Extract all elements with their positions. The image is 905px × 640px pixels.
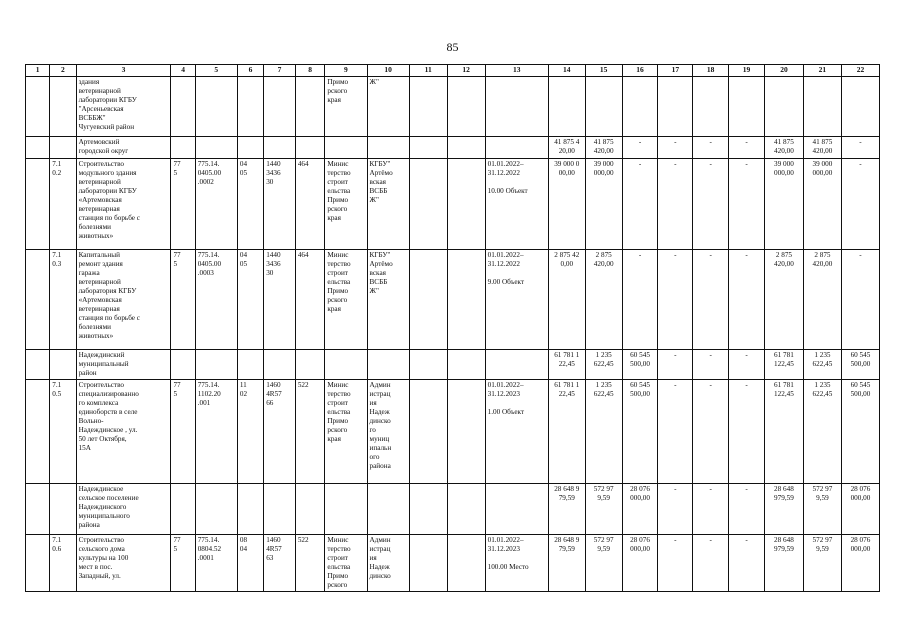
table-body (26, 77, 880, 592)
table-cell: 7.1 0.3 (50, 250, 76, 350)
table-cell: 60 545 500,00 (622, 350, 658, 380)
table-cell: Строительство сельского дома культуры на 100 мест в пос. Западный, ул. (76, 535, 171, 592)
table-cell (409, 137, 447, 159)
table-row (26, 535, 880, 592)
table-cell: Ж" (367, 77, 409, 137)
table-cell: 77 5 (171, 250, 195, 350)
table-cell (295, 77, 325, 137)
table-cell: 572 97 9,59 (803, 535, 841, 592)
table-cell: Надеждинское сельское поселение Надеждинского муниципального района (76, 484, 171, 535)
column-header: 10 (367, 65, 409, 77)
table-cell (485, 77, 548, 137)
table-cell (195, 484, 237, 535)
table-cell: 7.1 0.6 (50, 535, 76, 592)
table-cell: 464 (295, 159, 325, 250)
table-cell: - (729, 484, 765, 535)
table-cell: 28 648 979,59 (764, 484, 803, 535)
table-cell (764, 77, 803, 137)
table-cell: 2 875 420,00 (764, 250, 803, 350)
table-cell (367, 137, 409, 159)
column-header: 21 (803, 65, 841, 77)
table-cell (237, 484, 263, 535)
table-cell: 1440 3436 30 (264, 159, 296, 250)
table-cell: Минис терство строит ельства Примо рского (325, 535, 367, 592)
table-cell (237, 350, 263, 380)
table-cell (171, 77, 195, 137)
table-cell (803, 77, 841, 137)
column-header: 5 (195, 65, 237, 77)
table-cell: - (729, 137, 765, 159)
table-cell: 77 5 (171, 159, 195, 250)
table-cell (50, 484, 76, 535)
table-cell: 1 235 622,45 (803, 350, 841, 380)
table-cell (409, 535, 447, 592)
table-cell: - (841, 159, 879, 250)
table-cell: - (841, 250, 879, 350)
column-header: 6 (237, 65, 263, 77)
table-cell (26, 535, 50, 592)
table-cell (50, 137, 76, 159)
table-cell: Капитальный ремонт здания гаража ветеринарной лаборатория КГБУ «Артемовская ветеринарная станция по борьбе с болезнями животных» (76, 250, 171, 350)
table-cell: 60 545 500,00 (841, 380, 879, 484)
table-cell: - (693, 159, 729, 250)
table-cell: Минис терство строит ельства Примо рского края (325, 250, 367, 350)
table-cell: 1460 4R57 66 (264, 380, 296, 484)
table-cell: - (658, 380, 693, 484)
table-cell: 28 076 000,00 (622, 535, 658, 592)
table-cell: - (729, 380, 765, 484)
table-cell: здания ветеринарной лаборатории КГБУ "Арсеньевская ВСББЖ" Чугуевский район (76, 77, 171, 137)
table-cell (26, 380, 50, 484)
table-cell: Строительство модульного здания ветеринарной лаборатории КГБУ «Артемовская ветеринарная станция по борьбе с болезнями животных» (76, 159, 171, 250)
table-cell: 1 235 622,45 (585, 350, 622, 380)
table-cell (447, 159, 485, 250)
table-cell: 01.01.2022– 31.12.2022 9.00 Объект (485, 250, 548, 350)
table-cell (295, 350, 325, 380)
table-cell (693, 77, 729, 137)
table-cell: 7.1 0.5 (50, 380, 76, 484)
table-cell (622, 77, 658, 137)
table-cell (195, 77, 237, 137)
table-row (26, 350, 880, 380)
table-cell (485, 484, 548, 535)
table-cell: 1 235 622,45 (585, 380, 622, 484)
column-header: 4 (171, 65, 195, 77)
table-cell: Строительство специализированно го комплекса единоборств в селе Вольно- Надеждинское , ул. 50 лет Октября, 15А (76, 380, 171, 484)
table-cell (171, 350, 195, 380)
table-cell: 61 781 122,45 (764, 350, 803, 380)
table-cell: КГБУ" Артёмо вская ВСББ Ж" (367, 159, 409, 250)
table-cell: 775.14. 0405.00 .0002 (195, 159, 237, 250)
table-cell: 28 076 000,00 (841, 484, 879, 535)
table-cell (367, 484, 409, 535)
page-number: 85 (446, 40, 459, 54)
table-cell: 2 875 42 0,00 (548, 250, 585, 350)
table-cell: 41 875 4 20,00 (548, 137, 585, 159)
table-cell (50, 350, 76, 380)
table-cell (447, 250, 485, 350)
table-cell: 61 781 1 22,45 (548, 350, 585, 380)
table-cell (26, 250, 50, 350)
table-cell: 39 000 000,00 (585, 159, 622, 250)
table-cell (26, 159, 50, 250)
table-cell: 28 076 000,00 (841, 535, 879, 592)
table-cell: 775.14. 0405.00 .0003 (195, 250, 237, 350)
table-cell: 28 648 9 79,59 (548, 484, 585, 535)
table-cell: 01.01.2022– 31.12.2023 100.00 Место (485, 535, 548, 592)
table-cell: - (622, 137, 658, 159)
table-cell (195, 350, 237, 380)
table-cell: 2 875 420,00 (585, 250, 622, 350)
table-cell: 04 05 (237, 159, 263, 250)
table-cell (237, 137, 263, 159)
table-cell: - (658, 535, 693, 592)
table-cell (195, 137, 237, 159)
table-cell (264, 77, 296, 137)
table-cell (585, 77, 622, 137)
table-cell: 775.14. 0804.52 .0001 (195, 535, 237, 592)
table-cell: 522 (295, 380, 325, 484)
table-cell (264, 484, 296, 535)
table-cell: 41 875 420,00 (764, 137, 803, 159)
table-cell: 464 (295, 250, 325, 350)
column-header: 22 (841, 65, 879, 77)
table-cell (26, 484, 50, 535)
table-row (26, 484, 880, 535)
table-cell: 1 235 622,45 (803, 380, 841, 484)
table-cell: 08 04 (237, 535, 263, 592)
table-cell (447, 535, 485, 592)
table-cell: 11 02 (237, 380, 263, 484)
table-cell: 77 5 (171, 535, 195, 592)
table-cell (171, 137, 195, 159)
table-cell (841, 77, 879, 137)
table-cell: - (693, 250, 729, 350)
column-header: 13 (485, 65, 548, 77)
table-cell (729, 77, 765, 137)
table-cell: 572 97 9,59 (585, 484, 622, 535)
table-cell: 1440 3436 30 (264, 250, 296, 350)
table-cell: 7.1 0.2 (50, 159, 76, 250)
table-cell (295, 484, 325, 535)
table-cell (325, 137, 367, 159)
table-cell: 1460 4R57 63 (264, 535, 296, 592)
table-cell (485, 137, 548, 159)
table-cell (447, 484, 485, 535)
table-cell: - (658, 350, 693, 380)
table-cell (409, 159, 447, 250)
table-cell: - (622, 159, 658, 250)
column-header: 14 (548, 65, 585, 77)
table-cell: 572 97 9,59 (803, 484, 841, 535)
table-cell: - (693, 484, 729, 535)
column-header: 12 (447, 65, 485, 77)
table-cell: 28 648 979,59 (764, 535, 803, 592)
table-cell: 41 875 420,00 (803, 137, 841, 159)
table-cell: КГБУ" Артёмо вская ВСББ Ж" (367, 250, 409, 350)
table-cell: - (729, 250, 765, 350)
table-row (26, 77, 880, 137)
table-row (26, 250, 880, 350)
table-cell: - (658, 137, 693, 159)
table-cell: 04 05 (237, 250, 263, 350)
table-cell: 01.01.2022– 31.12.2023 1.00 Объект (485, 380, 548, 484)
budget-table (25, 64, 880, 592)
table-cell (409, 250, 447, 350)
table-cell: 61 781 122,45 (764, 380, 803, 484)
table-row (26, 380, 880, 484)
table-cell (658, 77, 693, 137)
table-cell: 77 5 (171, 380, 195, 484)
table-cell: 2 875 420,00 (803, 250, 841, 350)
column-header: 18 (693, 65, 729, 77)
table-cell (264, 350, 296, 380)
table-row (26, 137, 880, 159)
table-cell (50, 77, 76, 137)
table-cell (26, 77, 50, 137)
table-cell (237, 77, 263, 137)
table-cell: Минис терство строит ельства Примо рского края (325, 380, 367, 484)
table-cell (447, 350, 485, 380)
table-cell: - (658, 484, 693, 535)
table-cell (171, 484, 195, 535)
header-row (26, 65, 880, 77)
table-cell (264, 137, 296, 159)
table-cell: 61 781 1 22,45 (548, 380, 585, 484)
table-cell: - (729, 159, 765, 250)
table-cell: Админ истрац ия Надеж динско (367, 535, 409, 592)
table-cell (447, 137, 485, 159)
column-header: 19 (729, 65, 765, 77)
table-cell: 28 076 000,00 (622, 484, 658, 535)
column-header: 7 (264, 65, 296, 77)
table-cell (548, 77, 585, 137)
table-cell: - (693, 137, 729, 159)
table-cell: 39 000 000,00 (803, 159, 841, 250)
table-cell: Админ истрац ия Надеж динско го муниц ипальн ого района (367, 380, 409, 484)
table-cell: 39 000 0 00,00 (548, 159, 585, 250)
table-cell: 28 648 9 79,59 (548, 535, 585, 592)
column-header: 20 (764, 65, 803, 77)
table-cell: - (658, 159, 693, 250)
table-cell: 775.14. 1102.20 .001 (195, 380, 237, 484)
table-cell: - (841, 137, 879, 159)
column-header: 2 (50, 65, 76, 77)
table-cell: - (693, 380, 729, 484)
column-header: 8 (295, 65, 325, 77)
table-cell: - (658, 250, 693, 350)
table-cell: Примо рского края (325, 77, 367, 137)
table-cell: 60 545 500,00 (622, 380, 658, 484)
table-cell: - (622, 250, 658, 350)
table-cell: 522 (295, 535, 325, 592)
table-cell: 39 000 000,00 (764, 159, 803, 250)
table-cell (295, 137, 325, 159)
column-header: 3 (76, 65, 171, 77)
table-cell: 41 875 420,00 (585, 137, 622, 159)
table-cell: 01.01.2022– 31.12.2022 10.00 Объект (485, 159, 548, 250)
table-cell: Артемовский городской округ (76, 137, 171, 159)
table-cell: 572 97 9,59 (585, 535, 622, 592)
table-cell (447, 77, 485, 137)
table-cell (325, 350, 367, 380)
table-cell (367, 350, 409, 380)
table-cell (409, 380, 447, 484)
column-header: 17 (658, 65, 693, 77)
column-header: 9 (325, 65, 367, 77)
table-cell (409, 77, 447, 137)
column-header: 15 (585, 65, 622, 77)
table-cell (409, 350, 447, 380)
table-cell (447, 380, 485, 484)
table-cell: - (693, 350, 729, 380)
table-cell (409, 484, 447, 535)
table-cell: 60 545 500,00 (841, 350, 879, 380)
column-header: 16 (622, 65, 658, 77)
column-header: 1 (26, 65, 50, 77)
table-cell: - (693, 535, 729, 592)
table-cell (325, 484, 367, 535)
table-cell (26, 350, 50, 380)
table-cell: Минис терство строит ельства Примо рского края (325, 159, 367, 250)
table-cell: - (729, 350, 765, 380)
column-header: 11 (409, 65, 447, 77)
table-cell: - (729, 535, 765, 592)
table-cell: Надеждинский муниципальный район (76, 350, 171, 380)
table-cell (485, 350, 548, 380)
table-cell (26, 137, 50, 159)
table-row (26, 159, 880, 250)
